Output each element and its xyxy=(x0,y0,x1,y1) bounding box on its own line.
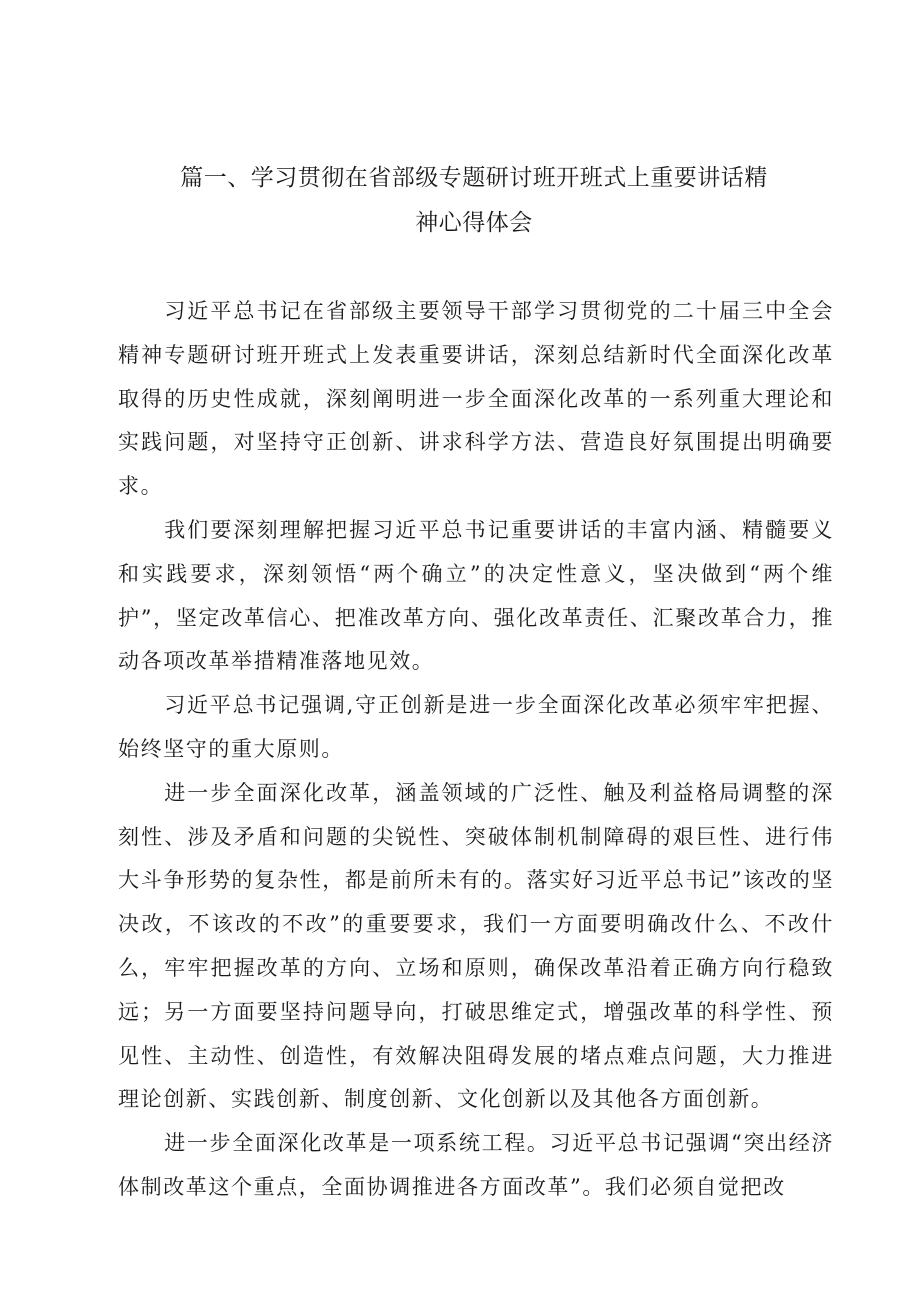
paragraph-4: 进一步全面深化改革，涵盖领域的广泛性、触及利益格局调整的深刻性、涉及矛盾和问题的尖锐性、突破体制机制障碍的艰巨性、进行伟大斗争形势的复杂性，都是前所未有的。落实好习近平总书记”该改的坚决改，不该改的不改”的重要要求，我们一方面要明确改什么、不改什么，牢牢把握改革的方向、立场和原则，确保改革沿着正确方向行稳致远；另一方面要坚持问题导向，打破思维定式，增强改革的科学性、预见性、主动性、创造性，有效解决阻碍发展的堵点难点问题，大力推进理论创新、实践创新、制度创新、文化创新以及其他各方面创新。 xyxy=(118,780,834,1112)
paragraph-3: 习近平总书记强调,守正创新是进一步全面深化改革必须牢牢把握、始终坚守的重大原则。 xyxy=(118,693,834,761)
title-line-1: 篇一、学习贯彻在省部级专题研讨班开班式上重要讲话精 xyxy=(180,165,768,191)
document-title xyxy=(118,156,830,246)
paragraph-2: 我们要深刻理解把握习近平总书记重要讲话的丰富内涵、精髓要义和实践要求，深刻领悟“两个确立”的决定性意义，坚决做到“两个维护”，坚定改革信心、把准改革方向、强化改革责任、汇聚改革合力，推动各项改革举措精准落地见效。 xyxy=(118,517,834,674)
document-body xyxy=(118,290,834,1210)
title-line-2: 神心得体会 xyxy=(415,210,533,236)
paragraph-1: 习近平总书记在省部级主要领导干部学习贯彻党的二十届三中全会精神专题研讨班开班式上发表重要讲话，深刻总结新时代全面深化改革取得的历史性成就，深刻阐明进一步全面深化改革的一系列重大理论和实践问题，对坚持守正创新、讲求科学方法、营造良好氛围提出明确要求。 xyxy=(118,299,834,499)
paragraph-5: 进一步全面深化改革是一项系统工程。习近平总书记强调“突出经济体制改革这个重点，全面协调推进各方面改革”。我们必须自觉把改 xyxy=(118,1131,834,1199)
